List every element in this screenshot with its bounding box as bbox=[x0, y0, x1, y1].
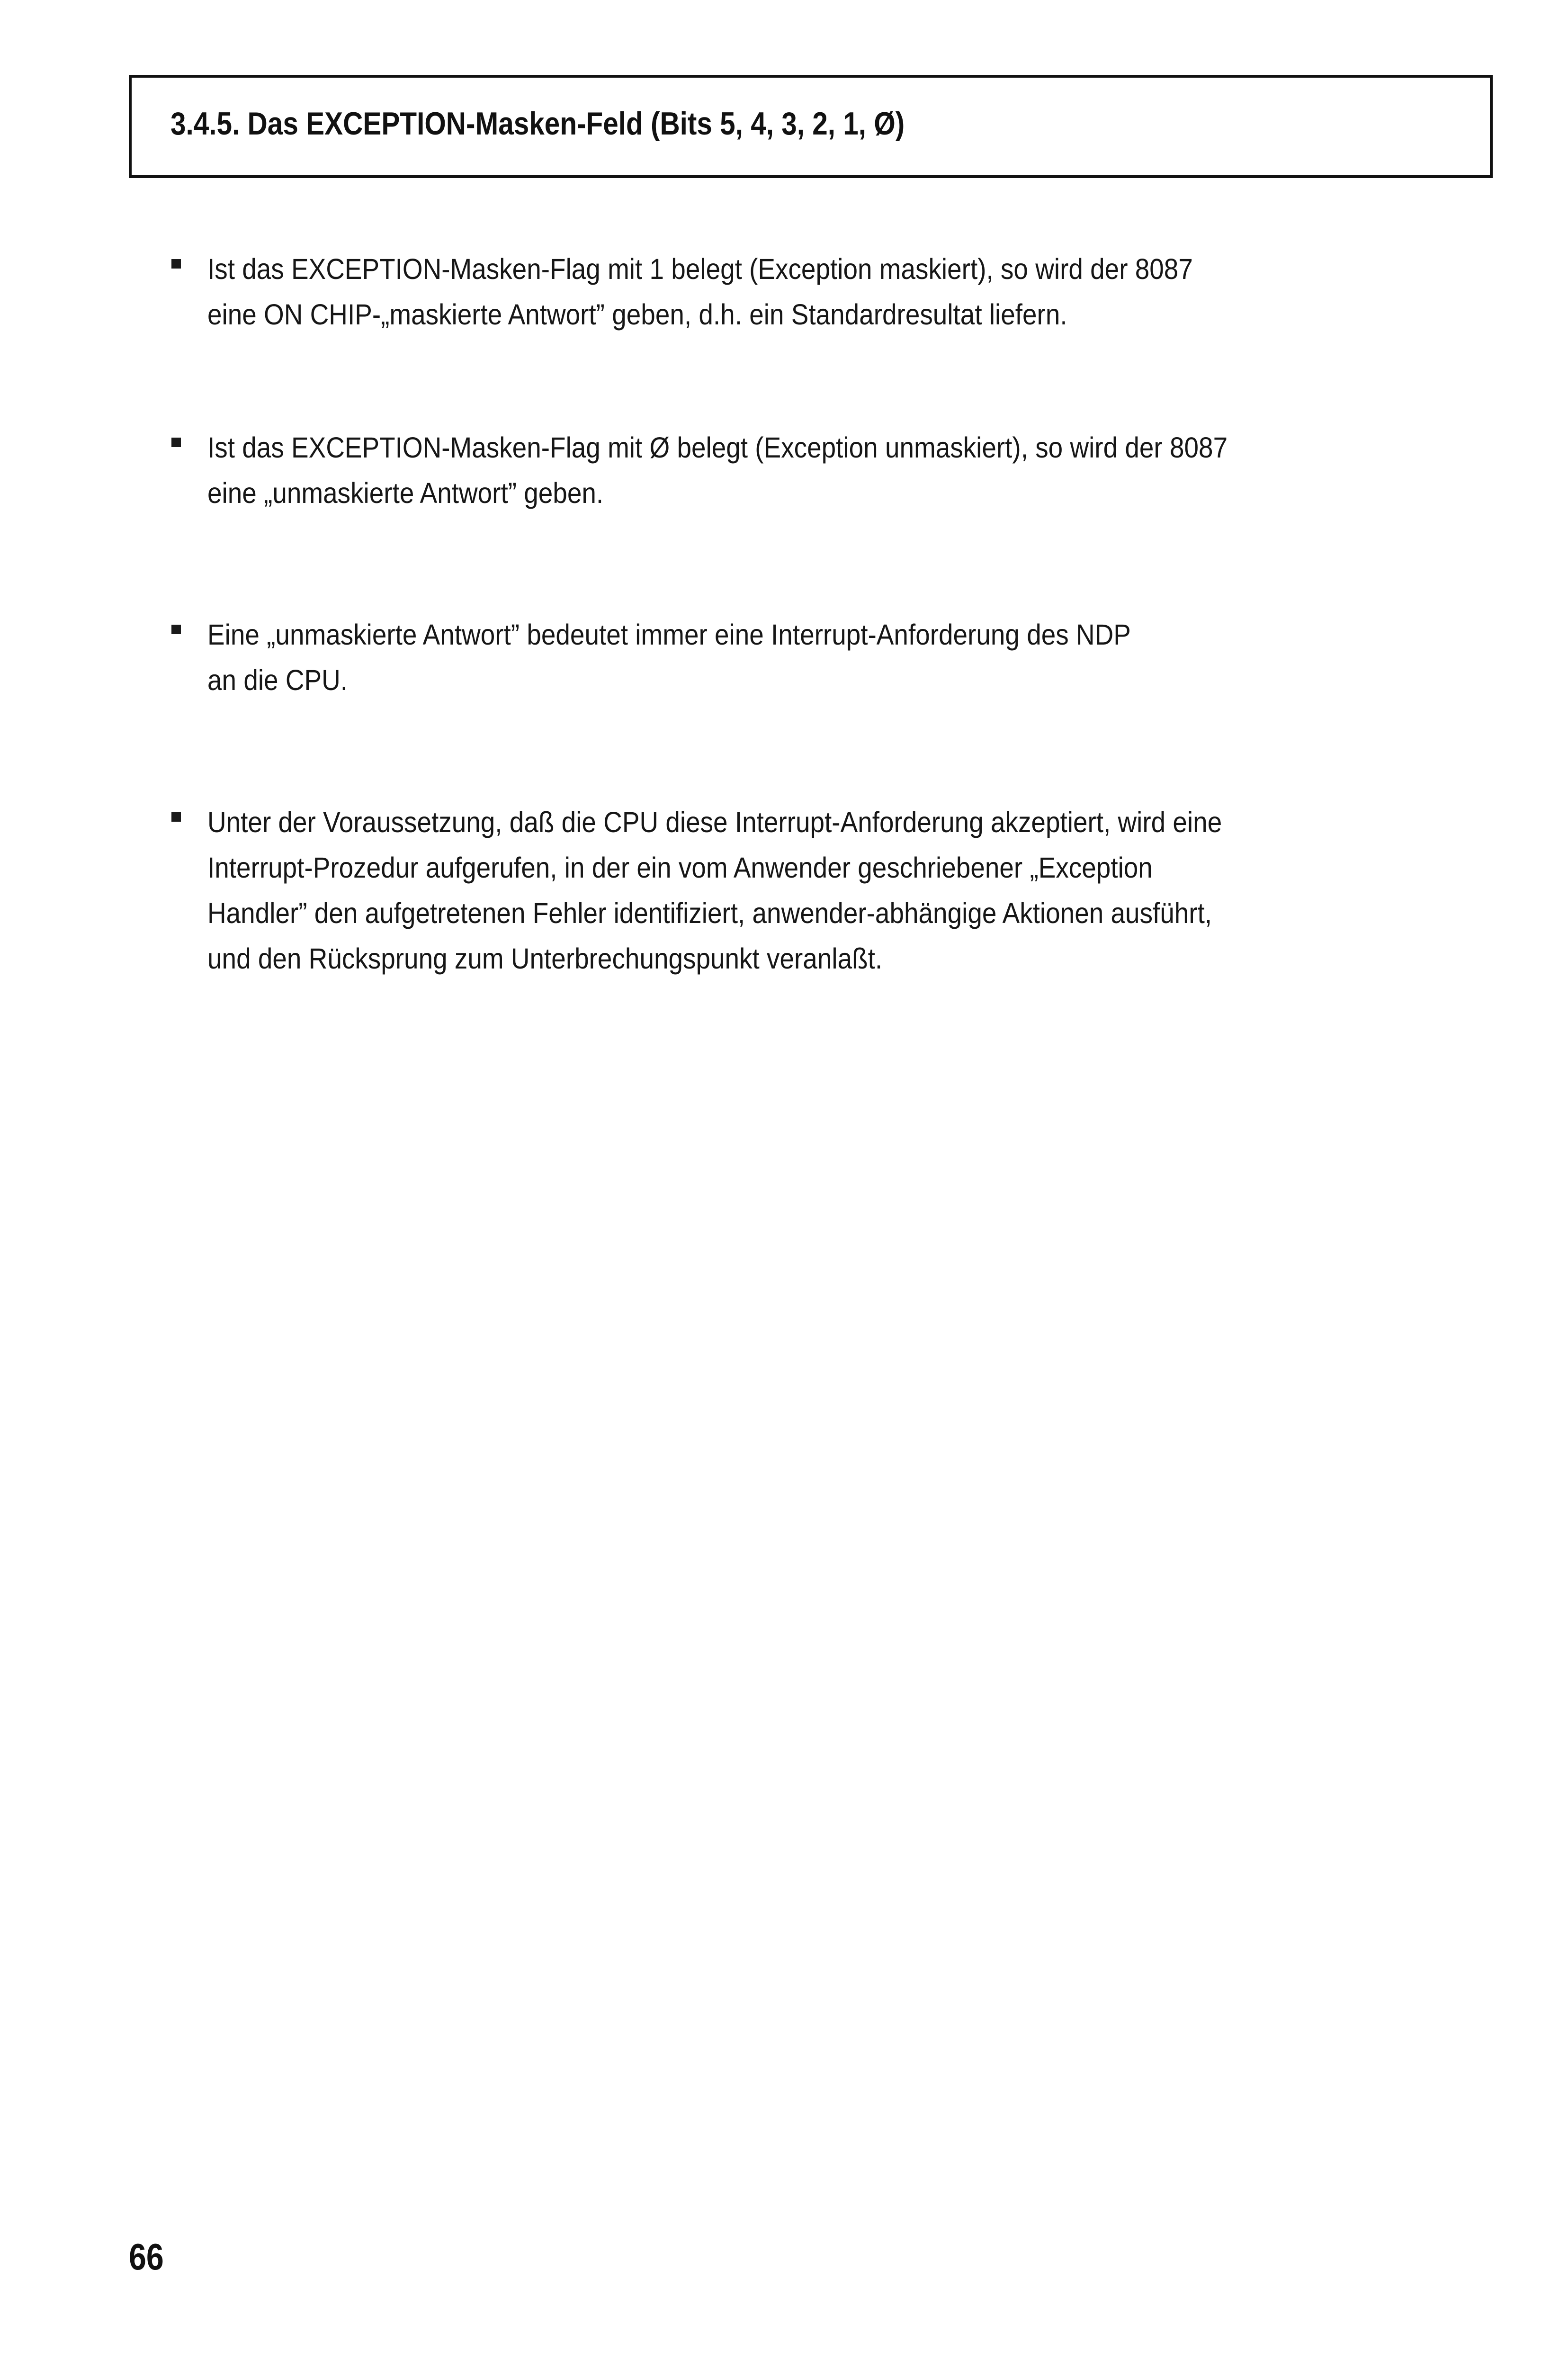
page-number: 66 bbox=[129, 2236, 164, 2278]
bullet-text-4: Unter der Voraussetzung, daß die CPU diese Interrupt-Anforderung akzeptiert, wird eine Interrupt-Prozedur aufgerufen, in der ein vom Anwender geschriebener „Exception Handler” den aufgetretenen Fehler identifiziert, anwender-abhängige Aktionen ausführt, und den Rücksprung zum Unterbrechungspunkt veranlaßt. bbox=[207, 806, 1222, 975]
section-heading: 3.4.5. Das EXCEPTION-Masken-Feld (Bits 5, 4, 3, 2, 1, Ø) bbox=[170, 106, 905, 142]
bullet-square-icon bbox=[171, 259, 181, 269]
bullet-text-1: Ist das EXCEPTION-Masken-Flag mit 1 belegt (Exception maskiert), so wird der 8087 eine ON CHIP-„maskierte Antwort” geben, d.h. ein Standardresultat liefern. bbox=[207, 253, 1193, 331]
bullet-square-icon bbox=[171, 438, 181, 447]
section-heading-box bbox=[129, 75, 1493, 178]
bullet-text-3: Eine „unmaskierte Antwort” bedeutet immer eine Interrupt-Anforderung des NDP an die CPU. bbox=[207, 619, 1131, 696]
bullet-text-2: Ist das EXCEPTION-Masken-Flag mit Ø belegt (Exception unmaskiert), so wird der 8087 eine „unmaskierte Antwort” geben. bbox=[207, 431, 1228, 509]
bullet-square-icon bbox=[171, 812, 181, 822]
bullet-square-icon bbox=[171, 625, 181, 634]
